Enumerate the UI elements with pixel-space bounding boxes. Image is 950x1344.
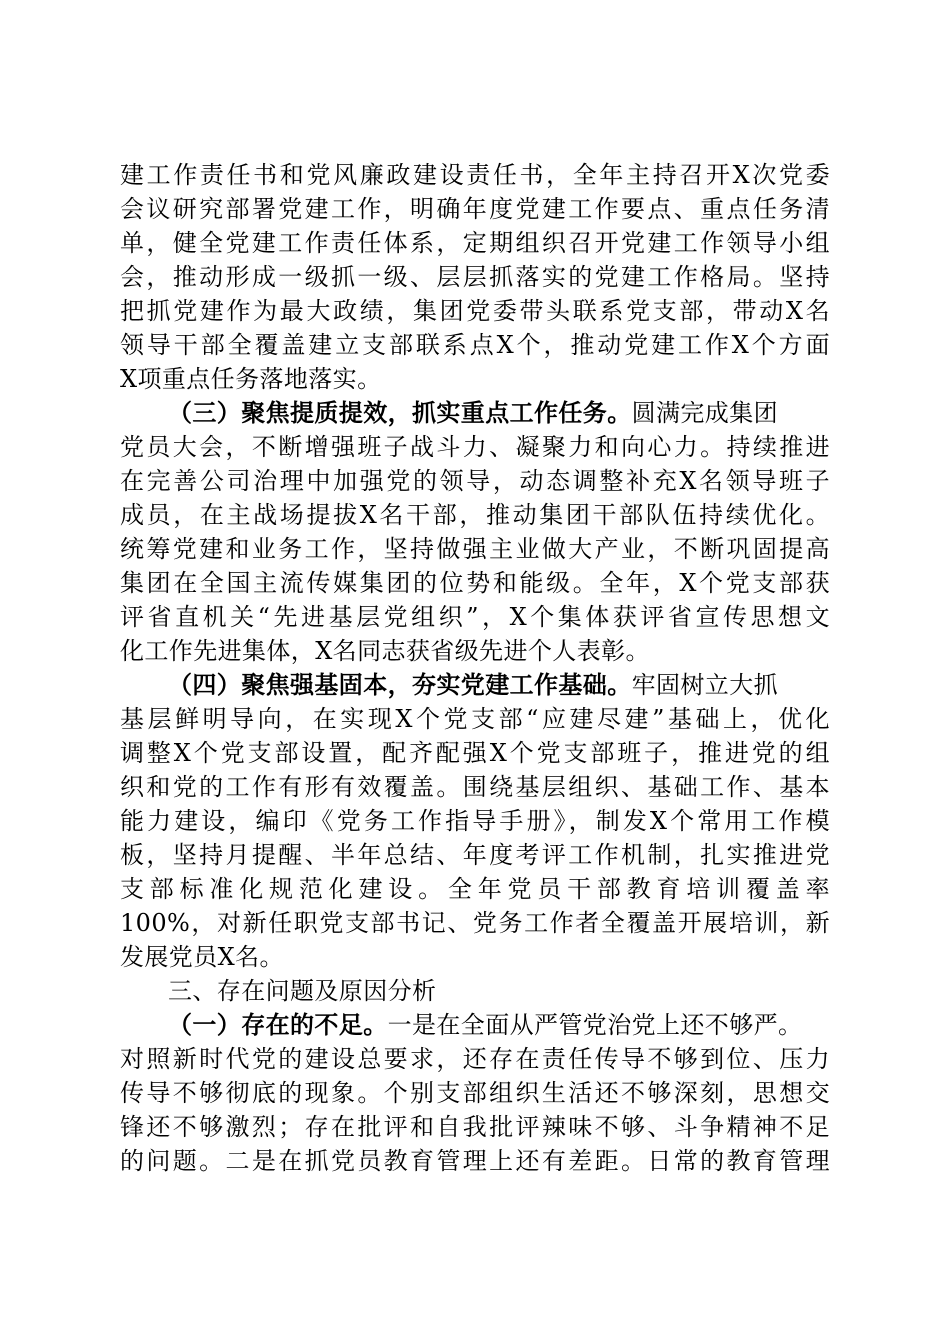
body-line: 支部标准化规范化建设。全年党员干部教育培训覆盖率 bbox=[120, 875, 830, 903]
body-line: 领导干部全覆盖建立支部联系点X个，推动党建工作X个方面 bbox=[120, 331, 830, 359]
body-line: 100%，对新任职党支部书记、党务工作者全覆盖开展培训，新 bbox=[120, 909, 830, 937]
body-line: 把抓党建作为最大政绩，集团党委带头联系党支部，带动X名 bbox=[120, 297, 830, 325]
body-line: 调整X个党支部设置，配齐配强X个党支部班子，推进党的组 bbox=[120, 739, 830, 767]
section-title: 三、存在问题及原因分析 bbox=[168, 977, 437, 1005]
section-heading: （四）聚焦强基固本，夯实党建工作基础。 bbox=[168, 670, 632, 699]
body-line: 会，推动形成一级抓一级、层层抓落实的党建工作格局。坚持 bbox=[120, 263, 830, 291]
body-line: 会议研究部署党建工作，明确年度党建工作要点、重点任务清 bbox=[120, 195, 830, 223]
body-line: 成员，在主战场提拔X名干部，推动集团干部队伍持续优化。 bbox=[120, 501, 830, 529]
body-line: 统筹党建和业务工作，坚持做强主业做大产业，不断巩固提高 bbox=[120, 535, 830, 563]
body-line: 的问题。二是在抓党员教育管理上还有差距。日常的教育管理 bbox=[120, 1147, 830, 1175]
paragraph-heading-sub1 bbox=[168, 1008, 848, 1042]
body-line: 发展党员X名。 bbox=[120, 943, 284, 971]
body-line: 锋还不够激烈；存在批评和自我批评辣味不够、斗争精神不足 bbox=[120, 1113, 830, 1141]
body-text: 牢固树立大抓 bbox=[631, 671, 779, 699]
body-line: 传导不够彻底的现象。个别支部组织生活还不够深刻，思想交 bbox=[120, 1079, 830, 1107]
body-line: 单，健全党建工作责任体系，定期组织召开党建工作领导小组 bbox=[120, 229, 830, 257]
body-line: 集团在全国主流传媒集团的位势和能级。全年，X个党支部获 bbox=[120, 569, 830, 597]
body-line: 织和党的工作有形有效覆盖。围绕基层组织、基础工作、基本 bbox=[120, 773, 830, 801]
section-heading: （一）存在的不足。 bbox=[168, 1010, 388, 1039]
body-text: 圆满完成集团 bbox=[631, 399, 779, 427]
paragraph-heading-4 bbox=[168, 668, 830, 702]
section-heading: （三）聚焦提质提效，抓实重点工作任务。 bbox=[168, 398, 632, 427]
paragraph-heading-3 bbox=[168, 396, 830, 430]
body-line: 化工作先进集体，X名同志获省级先进个人表彰。 bbox=[120, 637, 650, 665]
body-text: 一是在全面从严管党治党上还不够严。 bbox=[387, 1011, 803, 1039]
body-line: 对照新时代党的建设总要求，还存在责任传导不够到位、压力 bbox=[120, 1045, 830, 1073]
body-line: 基层鲜明导向，在实现X个党支部“应建尽建”基础上，优化 bbox=[120, 705, 830, 733]
body-line: 能力建设，编印《党务工作指导手册》，制发X个常用工作模 bbox=[120, 807, 830, 835]
body-line: X项重点任务落地落实。 bbox=[120, 365, 382, 393]
body-line: 评省直机关“先进基层党组织”，X个集体获评省宣传思想文 bbox=[120, 603, 830, 631]
body-line: 板，坚持月提醒、半年总结、年度考评工作机制，扎实推进党 bbox=[120, 841, 830, 869]
body-line: 党员大会，不断增强班子战斗力、凝聚力和向心力。持续推进 bbox=[120, 433, 830, 461]
body-line: 在完善公司治理中加强党的领导，动态调整补充X名领导班子 bbox=[120, 467, 830, 495]
body-line: 建工作责任书和党风廉政建设责任书，全年主持召开X次党委 bbox=[120, 161, 830, 189]
